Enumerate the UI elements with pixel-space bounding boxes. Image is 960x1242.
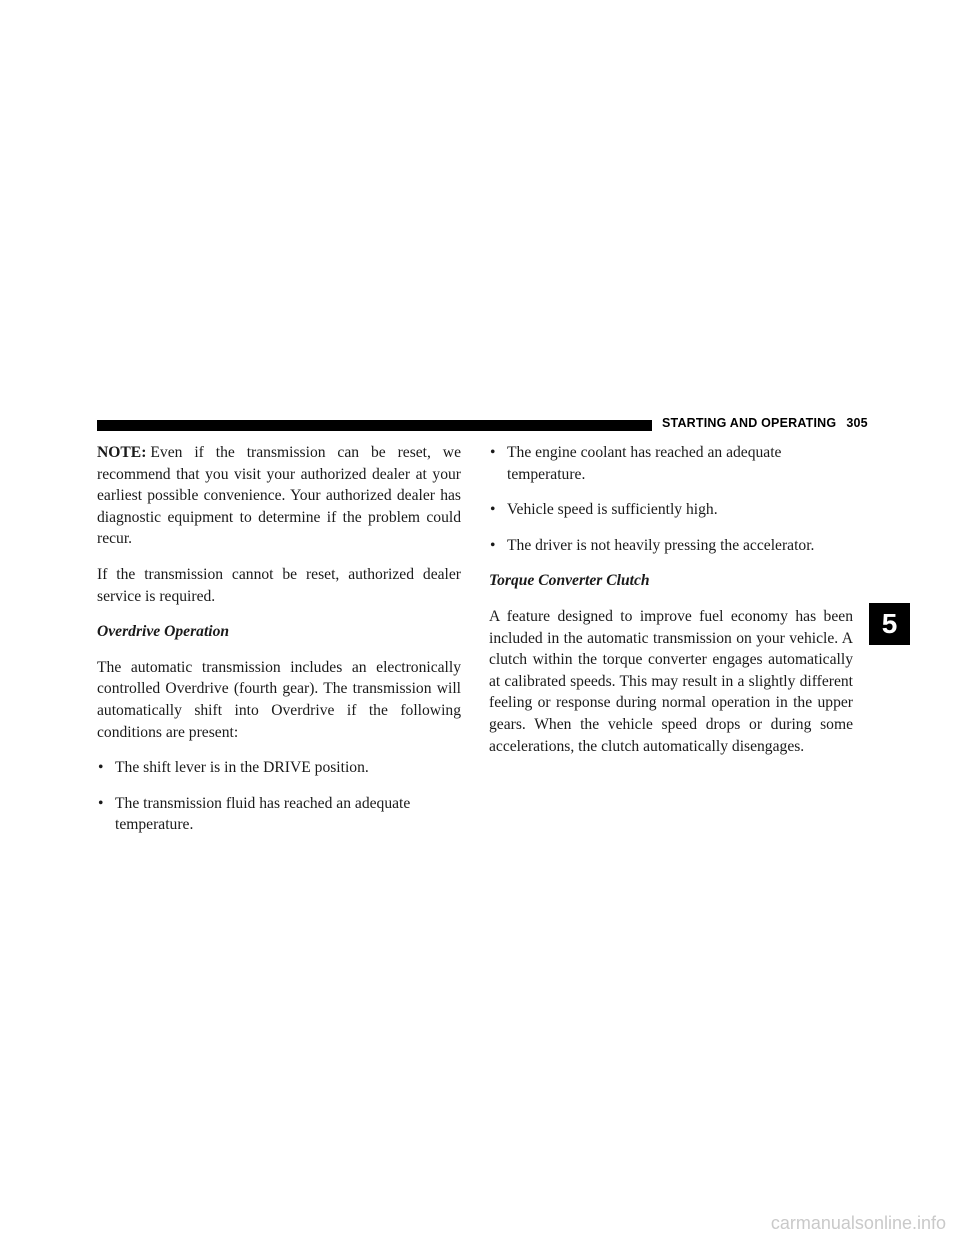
overdrive-conditions-list (97, 757, 461, 836)
torque-converter-heading: Torque Converter Clutch (489, 572, 650, 590)
list-item: • The transmission fluid has reached an adequate temperature. (97, 793, 461, 836)
section-title: STARTING AND OPERATING (662, 416, 837, 430)
overdrive-conditions-list-continued (489, 442, 853, 556)
note-text: Even if the transmission can be reset, we recommend that you visit your authorized dealer at your earliest possible convenience. Your authorized dealer has diagnostic equipment to determine if the problem could recur. (97, 444, 461, 548)
list-item: • The driver is not heavily pressing the accelerator. (489, 535, 853, 557)
page-number: 305 (846, 416, 868, 430)
list-item: • The shift lever is in the DRIVE position. (97, 757, 461, 779)
overdrive-paragraph: The automatic transmission includes an electronically controlled Overdrive (fourth gear). The transmission will automatically shift into Overdrive if the following conditions are present: (97, 658, 461, 741)
overdrive-heading: Overdrive Operation (97, 623, 230, 641)
list-item: • The engine coolant has reached an adequate temperature. (489, 442, 853, 485)
chapter-tab: 5 (869, 603, 910, 645)
list-item: • Vehicle speed is sufficiently high. (489, 499, 853, 521)
left-column (97, 442, 461, 850)
header-rule-bar (97, 420, 652, 431)
right-column (489, 442, 853, 771)
watermark: carmanualsonline.info (770, 1213, 946, 1233)
note-label: NOTE: (97, 444, 147, 461)
torque-converter-paragraph: A feature designed to improve fuel economy has been included in the automatic transmission on your vehicle. A clutch within the torque converter engages automatically at calibrated speeds. This may result in a slightly different feeling or response during normal operation in the upper gears. When the vehicle speed drops or during some accelerations, the clutch automatically disengages. (489, 607, 853, 755)
reset-paragraph: If the transmission cannot be reset, authorized dealer service is required. (97, 565, 461, 605)
note-paragraph (97, 442, 461, 550)
running-header (662, 416, 868, 430)
